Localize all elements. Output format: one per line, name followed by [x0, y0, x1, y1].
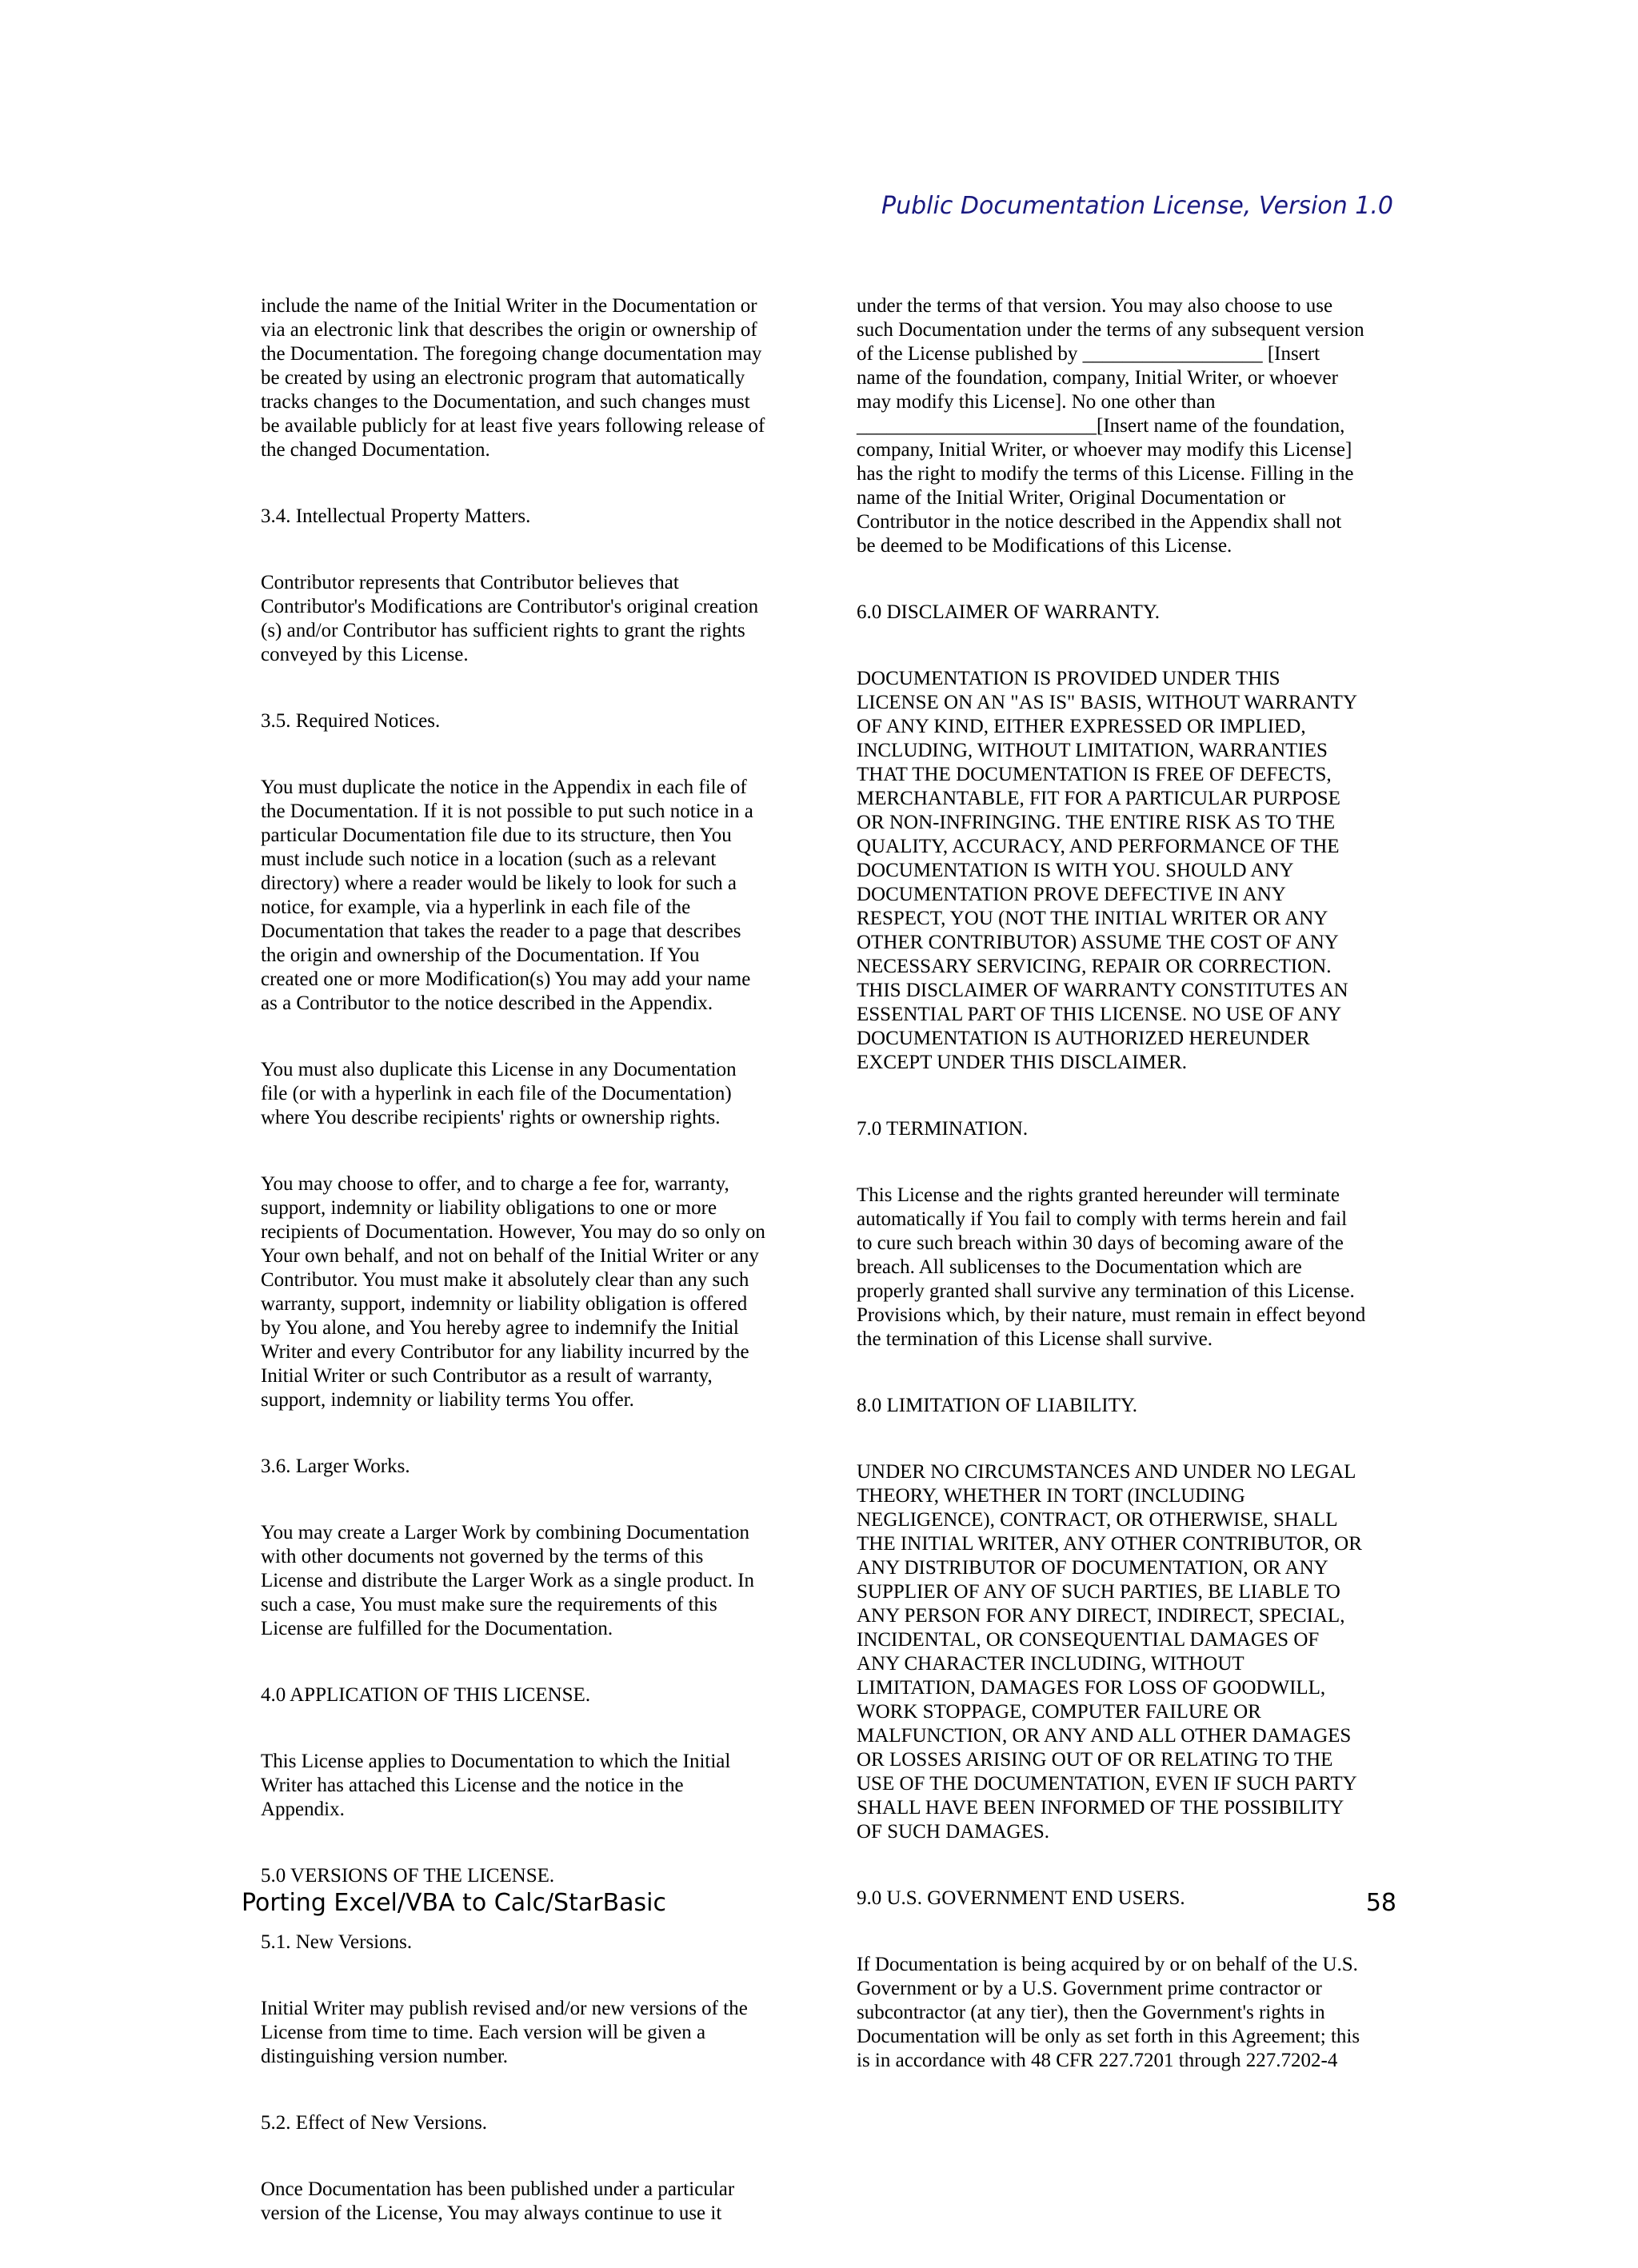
page-header-title: Public Documentation License, Version 1.0: [881, 192, 1393, 220]
left-column: [261, 270, 821, 2268]
section-heading: 5.0 VERSIONS OF THE LICENSE.: [261, 1865, 555, 1887]
paragraph: Initial Writer may publish revised and/or new versions of the License from time to time. Each version will be given a distinguishing version number.: [261, 1998, 748, 2067]
paragraph: You may create a Larger Work by combining Documentation with other documents not governed by the terms of this License and distribute the Larger Work as a single product. In such a case, You must make sure the requirements of this License are fulfilled for the Documentation.: [261, 1522, 755, 1639]
paragraph: This License applies to Documentation to which the Initial Writer has attached this License and the notice in the Appendix.: [261, 1751, 731, 1820]
section-heading: 4.0 APPLICATION OF THIS LICENSE.: [261, 1684, 591, 1706]
paragraph: Once Documentation has been published under a particular version of the License, You may always continue to use it: [261, 2178, 735, 2224]
section-heading: 5.1. New Versions.: [261, 1931, 413, 1953]
section-heading: 3.5. Required Notices.: [261, 710, 441, 732]
section-heading: 5.2. Effect of New Versions.: [261, 2112, 488, 2134]
section-heading: 6.0 DISCLAIMER OF WARRANTY.: [857, 601, 1160, 623]
paragraph: You must duplicate the notice in the Appendix in each file of the Documentation. If it is not possible to put such notice in a particular Documentation file due to its structure, then You must include such notice in a location (such as a relevant directory) where a reader would be likely to look for such a notice, for example, via a hyperlink in each file of the Documentation that takes the reader to a page that describes the origin and ownership of the Documentation. If You created one or more Modification(s) You may add your name as a Contributor to the notice described in the Appendix.: [261, 777, 753, 1014]
page-number: 58: [1365, 1889, 1396, 1917]
paragraph: include the name of the Initial Writer in the Documentation or via an electronic link that describes the origin or ownership of the Documentation. The foregoing change documentation may be created by using an electronic program that automatically tracks changes to the Documentation, and such changes must be available publicly for at least five years following release of the changed Documentation.: [261, 295, 765, 461]
paragraph: under the terms of that version. You may also choose to use such Documentation under the terms of any subsequent version of the License published by __________________ [Insert name of the foundation, company, Initial Writer, or whoever may modify this License]. No one other than ________________________[Insert name of the foundation, company, Initial Writer, or whoever may modify this License] has the right to modify the terms of this License. Filling in the name of the Initial Writer, Original Documentation or Contributor in the notice described in the Appendix shall not be deemed to be Modifications of this License.: [857, 295, 1364, 557]
paragraph: UNDER NO CIRCUMSTANCES AND UNDER NO LEGAL THEORY, WHETHER IN TORT (INCLUDING NEGLIGENCE), CONTRACT, OR OTHERWISE, SHALL THE INITIAL WRITER, ANY OTHER CONTRIBUTOR, OR ANY DISTRIBUTOR OF DOCUMENTATION, OR ANY SUPPLIER OF ANY OF SUCH PARTIES, BE LIABLE TO ANY PERSON FOR ANY DIRECT, INDIRECT, SPECIAL, INCIDENTAL, OR CONSEQUENTIAL DAMAGES OF ANY CHARACTER INCLUDING, WITHOUT LIMITATION, DAMAGES FOR LOSS OF GOODWILL, WORK STOPPAGE, COMPUTER FAILURE OR MALFUNCTION, OR ANY AND ALL OTHER DAMAGES OR LOSSES ARISING OUT OF OR RELATING TO THE USE OF THE DOCUMENTATION, EVEN IF SUCH PARTY SHALL HAVE BEEN INFORMED OF THE POSSIBILITY OF SUCH DAMAGES.: [857, 1461, 1362, 1843]
paragraph: If Documentation is being acquired by or on behalf of the U.S. Government or by a U.S. Government prime contractor or subcontractor (at any tier), then the Government's rights in Documentation will be only as set forth in this Agreement; this is in accordance with 48 CFR 227.7201 through 227.7202-4: [857, 1954, 1360, 2071]
footer-title: Porting Excel/VBA to Calc/StarBasic: [242, 1889, 667, 1917]
section-heading: 3.6. Larger Works.: [261, 1455, 410, 1477]
paragraph: DOCUMENTATION IS PROVIDED UNDER THIS LICENSE ON AN "AS IS" BASIS, WITHOUT WARRANTY OF ANY KIND, EITHER EXPRESSED OR IMPLIED, INCLUDING, WITHOUT LIMITATION, WARRANTIES THAT THE DOCUMENTATION IS FREE OF DEFECTS, MERCHANTABLE, FIT FOR A PARTICULAR PURPOSE OR NON-INFRINGING. THE ENTIRE RISK AS TO THE QUALITY, ACCURACY, AND PERFORMANCE OF THE DOCUMENTATION IS WITH YOU. SHOULD ANY DOCUMENTATION PROVE DEFECTIVE IN ANY RESPECT, YOU (NOT THE INITIAL WRITER OR ANY OTHER CONTRIBUTOR) ASSUME THE COST OF ANY NECESSARY SERVICING, REPAIR OR CORRECTION. THIS DISCLAIMER OF WARRANTY CONSTITUTES AN ESSENTIAL PART OF THIS LICENSE. NO USE OF ANY DOCUMENTATION IS AUTHORIZED HEREUNDER EXCEPT UNDER THIS DISCLAIMER.: [857, 668, 1358, 1073]
section-heading: 7.0 TERMINATION.: [857, 1118, 1029, 1140]
section-heading: 9.0 U.S. GOVERNMENT END USERS.: [857, 1887, 1185, 1909]
section-heading: 8.0 LIMITATION OF LIABILITY.: [857, 1395, 1137, 1416]
paragraph: You must also duplicate this License in any Documentation file (or with a hyperlink in each file of the Documentation) where You describe recipients' rights or ownership rights.: [261, 1059, 737, 1128]
section-heading: 3.4. Intellectual Property Matters.: [261, 505, 531, 527]
paragraph: Contributor represents that Contributor believes that Contributor's Modifications are Contributor's original creation (s) and/or Contributor has sufficient rights to grant the rights conveyed by this License.: [261, 572, 759, 665]
paragraph: You may choose to offer, and to charge a fee for, warranty, support, indemnity or liability obligations to one or more recipients of Documentation. However, You may do so only on Your own behalf, and not on behalf of the Initial Writer or any Contributor. You must make it absolutely clear than any such warranty, support, indemnity or liability obligation is offered by You alone, and You hereby agree to indemnify the Initial Writer and every Contributor for any liability incurred by the Initial Writer or such Contributor as a result of warranty, support, indemnity or liability terms You offer.: [261, 1173, 765, 1411]
right-column: [857, 270, 1408, 2115]
paragraph: This License and the rights granted hereunder will terminate automatically if You fail to comply with terms herein and fail to cure such breach within 30 days of becoming aware of the breach. All sublicenses to the Documentation which are properly granted shall survive any termination of this License. Provisions which, by their nature, must remain in effect beyond the termination of this License shall survive.: [857, 1184, 1366, 1350]
page-footer: [242, 1889, 1396, 1918]
